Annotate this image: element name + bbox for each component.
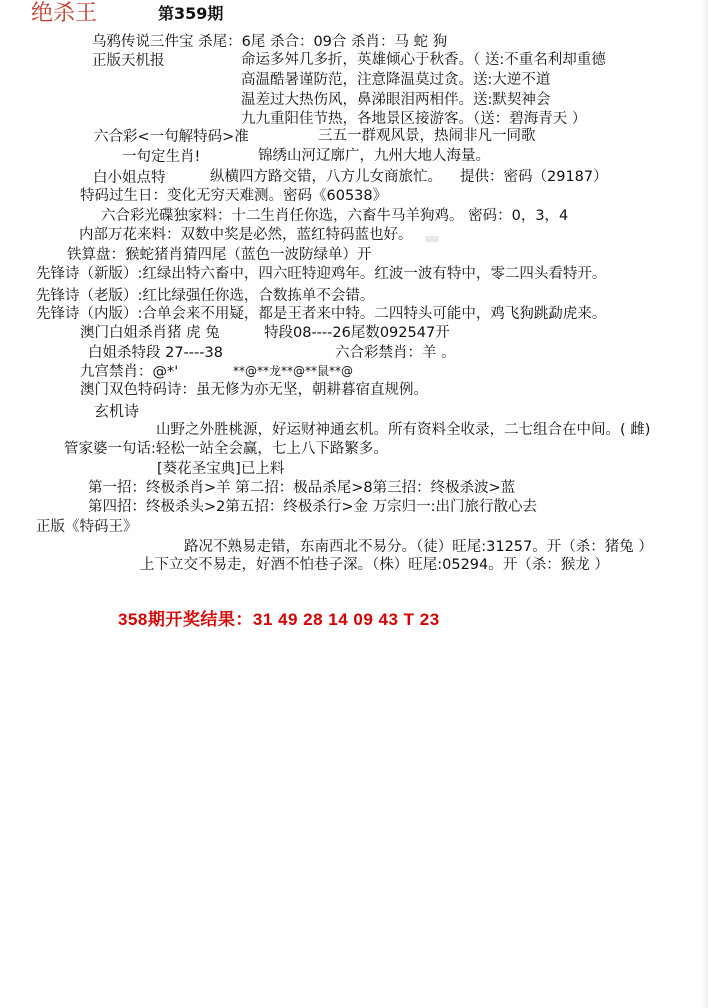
bai-xiaojie-label: 白小姐点特 [93, 170, 166, 186]
one-sentence-text: 三五一群观风景，热闹非凡一同歌 [318, 128, 536, 144]
page-title: 绝杀王 [31, 1, 98, 26]
tianji-line-3: 温差过大热伤风，鼻涕眼泪两相伴。送:默契神会 [241, 92, 551, 108]
tema-wang-label: 正版《特码王》 [36, 519, 138, 535]
pioneer-poem-old: 先锋诗（老版）:红比绿强任你选，合数拣单不会错。 [36, 288, 375, 304]
mystery-poem-text: 山野之外胜桃源，好运财神通玄机。所有资料全收录，二七组合在中间。( 雌) [156, 422, 651, 438]
baijie-kill-segment: 白姐杀特段 27----38 [88, 345, 223, 361]
macau-baijie-kill: 澳门白姐杀肖猪 虎 兔 [80, 325, 220, 341]
nine-palace-label: 九宫禁肖：@*' [80, 364, 179, 380]
disc-line: 六合彩光碟独家料：十二生肖任你选，六畜牛马羊狗鸡。 密码：0，3，4 [101, 208, 569, 224]
tema-wang-line-2: 上下立交不易走，好酒不怕巷子深。（株）旺尾:05294。开（杀：猴龙 ） [140, 557, 609, 573]
moves-line-1: 第一招：终极杀肖>羊 第二招：极品杀尾>8第三招：终极杀波>蓝 [88, 480, 516, 496]
draw-result: 358期开奖结果：31 49 28 14 09 43 T 23 [118, 610, 440, 629]
pioneer-poem-new: 先锋诗（新版）:红绿出特六畜中，四六旺特迎鸡年。红波一波有特中，零二四头看特开。 [36, 266, 607, 282]
moves-line-2: 第四招：终极杀头>2第五招：终极杀行>金 万宗归一:出门旅行散心去 [88, 499, 538, 515]
nine-palace-symbols: **@**龙**@**鼠**@ [233, 364, 354, 378]
provider-code: 提供：密码（29187） [460, 169, 608, 185]
housekeeper-line: 管家婆一句话:轻松一站全会赢，七上八下路繁多。 [64, 441, 388, 457]
tema-wang-line-1: 路况不熟易走错，东南西北不易分。（徒）旺尾:31257。开（杀：猪兔 ） [184, 539, 653, 555]
issue-number: 第359期 [158, 4, 224, 23]
abacus-line: 铁算盘：猴蛇猪肖猜四尾（蓝色一波防绿单）开 [67, 247, 372, 263]
birthday-line: 特码过生日：变化无穷天难测。密码《60538》 [80, 188, 388, 204]
mystery-poem-label: 玄机诗 [94, 402, 140, 420]
tianji-label: 正版天机报 [92, 53, 165, 69]
tianji-line-1: 命运多舛几多折，英雄倾心于秋香。（ 送:不重名利却重德 [241, 52, 606, 68]
one-sentence-label: 六合彩<一句解特码>准 [94, 129, 249, 145]
zodiac-label: 一句定生肖! [122, 149, 201, 165]
wanhua-line: 内部万花来料：双数中奖是必然，蓝红特码蓝也好。 [79, 227, 413, 243]
zodiac-text: 锦绣山河辽廓广，九州大地人海量。 [258, 148, 490, 164]
smudge-mark [425, 236, 439, 242]
crow-legend-line: 乌鸦传说三件宝 杀尾：6尾 杀合：09合 杀肖：马 蛇 狗 [92, 34, 448, 50]
tianji-line-4: 九九重阳佳节热，各地景区接游客。（送：碧海青天 ） [241, 111, 587, 127]
right-edge-shadow [702, 0, 708, 1008]
bai-xiaojie-text: 纵横四方路交错，八方儿女商旅忙。 [210, 169, 442, 185]
macau-color-poem: 澳门双色特码诗：虽无修为亦无坚，朝耕暮宿直规例。 [80, 382, 428, 398]
forbidden-zodiac: 六合彩禁肖：羊 。 [335, 345, 456, 361]
tianji-line-2: 高温酷暑谨防范，注意降温莫过贪。送:大逆不道 [241, 72, 551, 88]
sunflower-label: [葵花圣宝典]已上料 [157, 461, 285, 477]
special-segment: 特段08----26尾数092547开 [264, 325, 450, 341]
pioneer-poem-inner: 先锋诗（内版）:合单会来不用疑，都是王者来中特。二四特头可能中，鸡飞狗跳勐虎来。 [36, 306, 607, 322]
